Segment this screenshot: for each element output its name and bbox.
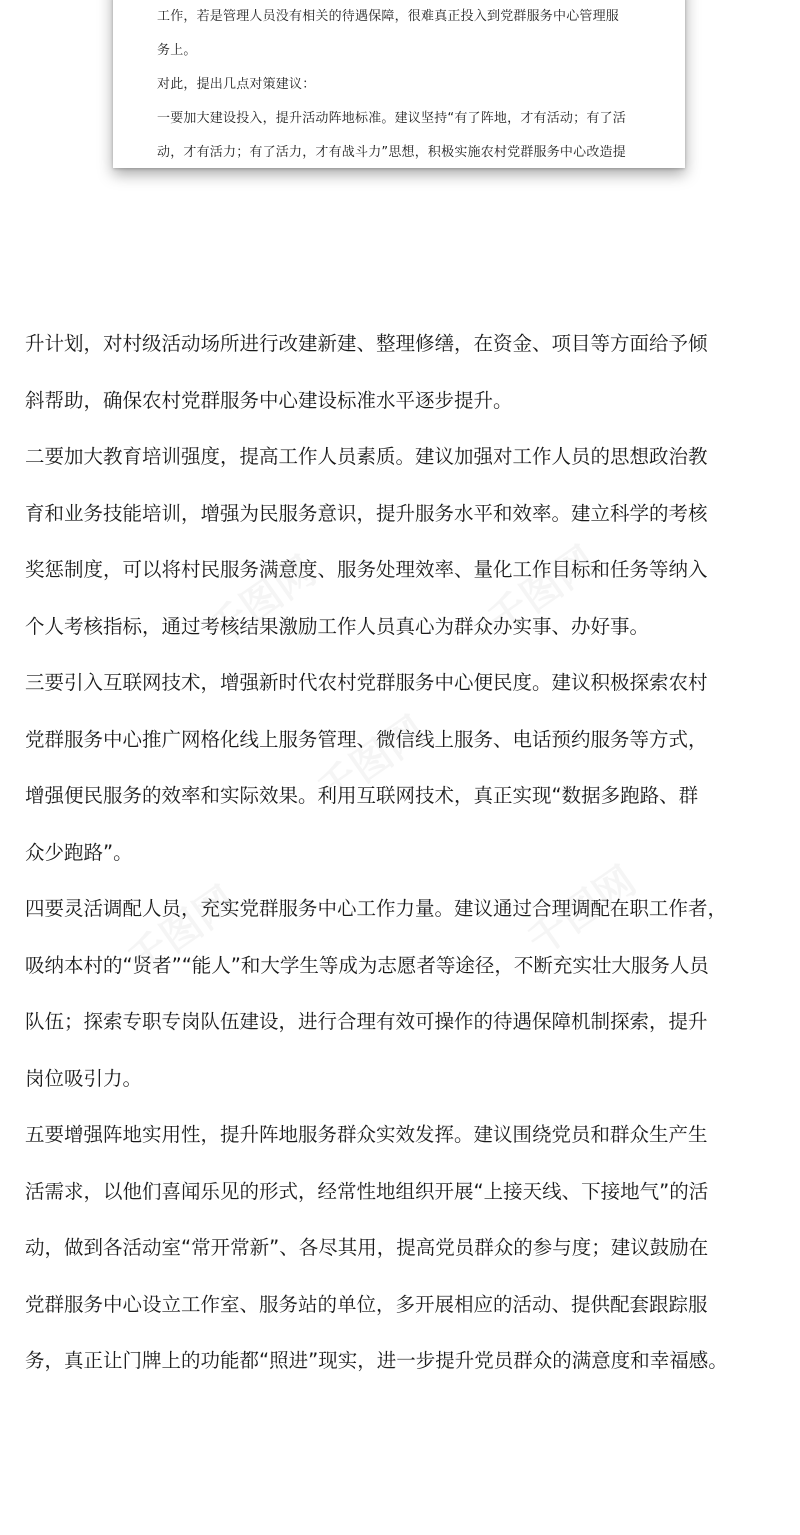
document-preview-text — [157, 0, 657, 168]
preview-line: 对此，提出几点对策建议： — [157, 77, 316, 92]
paragraph-line: 增强便民服务的效率和实际效果。利用互联网技术，真正实现“数据多跑路、群 — [25, 784, 699, 807]
paragraph-line: 活需求，以他们喜闻乐见的形式，经常性地组织开展“上接天线、下接地气”的活 — [25, 1179, 709, 1203]
preview-line: 工作，若是管理人员没有相关的待遇保障，很难真正投入到党群服务中心管理服 — [157, 9, 620, 24]
paragraph-line: 育和业务技能培训，增强为民服务意识，提升服务水平和效率。建立科学的考核 — [25, 501, 708, 525]
paragraph-line: 三要引入互联网技术，增强新时代农村党群服务中心便民度。建议积极探索农村 — [25, 671, 708, 694]
document-preview-card — [113, 0, 685, 168]
article-body — [25, 316, 785, 1390]
paragraph-line: 动，做到各活动室“常开常新”、各尽其用，提高党员群众的参与度；建议鼓励在 — [25, 1236, 709, 1259]
paragraph-line: 四要灵活调配人员，充实党群服务中心工作力量。建议通过合理调配在职工作者， — [25, 897, 728, 920]
preview-line: 务上。 — [157, 43, 197, 58]
paragraph-line: 吸纳本村的“贤者”“能人”和大学生等成为志愿者等途径，不断充实壮大服务人员 — [25, 953, 709, 977]
preview-line: 动，才有活力；有了活力，才有战斗力”思想，积极实施农村党群服务中心改造提 — [157, 145, 626, 160]
paragraph-line: 二要加大教育培训强度，提高工作人员素质。建议加强对工作人员的思想政治教 — [25, 445, 708, 468]
watermark: 千图网 — [119, 878, 245, 985]
watermark: 千图网 — [519, 858, 645, 965]
paragraph-line: 党群服务中心设立工作室、服务站的单位，多开展相应的活动、提供配套跟踪服 — [25, 1292, 708, 1316]
paragraph-line: 务，真正让门牌上的功能都“照进”现实，进一步提升党员群众的满意度和幸福感。 — [25, 1349, 728, 1372]
paragraph-line: 奖惩制度，可以将村民服务满意度、服务处理效率、量化工作目标和任务等纳入 — [25, 558, 708, 581]
paragraph-line: 斜帮助，确保农村党群服务中心建设标准水平逐步提升。 — [25, 388, 513, 412]
paragraph-line: 党群服务中心推广网格化线上服务管理、微信线上服务、电话预约服务等方式， — [25, 727, 708, 751]
paragraph-line: 岗位吸引力。 — [25, 1066, 143, 1090]
paragraph-line: 队伍；探索专职专岗队伍建设，进行合理有效可操作的待遇保障机制探索，提升 — [25, 1010, 708, 1033]
preview-line: 一要加大建设投入，提升活动阵地标准。建议坚持“有了阵地，才有活动；有了活 — [157, 111, 626, 126]
watermark: 千图网 — [199, 548, 325, 655]
paragraph-line: 个人考核指标，通过考核结果激励工作人员真心为群众办实事、办好事。 — [25, 614, 650, 638]
paragraph-line: 五要增强阵地实用性，提升阵地服务群众实效发挥。建议围绕党员和群众生产生 — [25, 1123, 708, 1146]
watermark: 千图网 — [479, 538, 605, 645]
paragraph-line: 众少跑路”。 — [25, 840, 133, 864]
watermark: 千图网 — [309, 708, 435, 815]
paragraph-line: 升计划，对村级活动场所进行改建新建、整理修缮，在资金、项目等方面给予倾 — [25, 332, 708, 355]
